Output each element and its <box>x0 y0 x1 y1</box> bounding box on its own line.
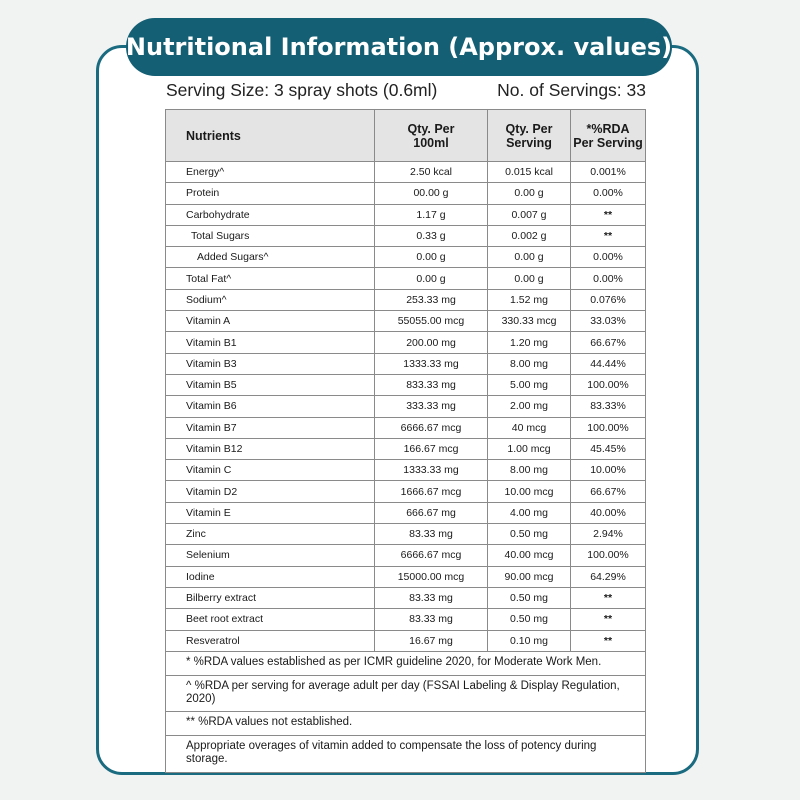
rda-per-serving: 0.00% <box>571 247 646 268</box>
rda-per-serving: 100.00% <box>571 374 646 395</box>
qty-per-100ml: 83.33 mg <box>375 609 488 630</box>
qty-per-100ml: 1.17 g <box>375 204 488 225</box>
nutrient-name: Vitamin B6 <box>166 396 375 417</box>
qty-per-100ml: 0.00 g <box>375 268 488 289</box>
nutrient-name: Sodium^ <box>166 289 375 310</box>
table-row <box>166 438 646 459</box>
table-row <box>166 225 646 246</box>
table-header-row <box>166 110 646 162</box>
footnote-row <box>166 675 646 711</box>
nutrient-name: Vitamin B3 <box>166 353 375 374</box>
rda-per-serving: 66.67% <box>571 481 646 502</box>
qty-per-serving: 0.00 g <box>488 183 571 204</box>
qty-per-serving: 1.20 mg <box>488 332 571 353</box>
rda-per-serving: 0.001% <box>571 162 646 183</box>
table-row <box>166 481 646 502</box>
rda-per-serving: 0.00% <box>571 268 646 289</box>
rda-per-serving: 0.076% <box>571 289 646 310</box>
rda-per-serving: 10.00% <box>571 460 646 481</box>
qty-per-100ml: 2.50 kcal <box>375 162 488 183</box>
qty-per-100ml: 666.67 mg <box>375 502 488 523</box>
rda-per-serving: 100.00% <box>571 417 646 438</box>
qty-per-100ml: 253.33 mg <box>375 289 488 310</box>
rda-per-serving: 0.00% <box>571 183 646 204</box>
qty-per-100ml: 6666.67 mcg <box>375 545 488 566</box>
nutrient-name: Beet root extract <box>166 609 375 630</box>
table-row <box>166 289 646 310</box>
nutrient-name: Vitamin E <box>166 502 375 523</box>
header-qty-per-100ml-line1: Qty. Per <box>407 121 455 136</box>
rda-per-serving: 45.45% <box>571 438 646 459</box>
number-of-servings: No. of Servings: 33 <box>497 80 646 100</box>
serving-size: Serving Size: 3 spray shots (0.6ml) <box>166 80 438 100</box>
qty-per-serving: 0.50 mg <box>488 524 571 545</box>
nutrient-name: Vitamin B5 <box>166 374 375 395</box>
header-rda-line2: Per Serving <box>573 135 643 150</box>
qty-per-serving: 40 mcg <box>488 417 571 438</box>
rda-per-serving: 40.00% <box>571 502 646 523</box>
qty-per-100ml: 833.33 mg <box>375 374 488 395</box>
table-row <box>166 183 646 204</box>
nutrient-name: Added Sugars^ <box>166 247 375 268</box>
qty-per-serving: 8.00 mg <box>488 353 571 374</box>
qty-per-serving: 1.52 mg <box>488 289 571 310</box>
nutrient-name: Selenium <box>166 545 375 566</box>
qty-per-serving: 0.007 g <box>488 204 571 225</box>
header-rda-line1: *%RDA <box>586 121 630 136</box>
footnote-row <box>166 651 646 675</box>
rda-per-serving: 100.00% <box>571 545 646 566</box>
table-row <box>166 396 646 417</box>
header-rda-per-serving <box>571 110 646 162</box>
footnote-overages: Appropriate overages of vitamin added to compensate the loss of potency during storage. <box>166 735 646 772</box>
qty-per-serving: 0.50 mg <box>488 587 571 608</box>
qty-per-100ml: 166.67 mcg <box>375 438 488 459</box>
nutrient-name: Vitamin D2 <box>166 481 375 502</box>
qty-per-100ml: 1333.33 mg <box>375 353 488 374</box>
footnote-row <box>166 711 646 735</box>
table-row <box>166 353 646 374</box>
header-nutrients: Nutrients <box>166 110 375 162</box>
header-qty-per-100ml-line2: 100ml <box>413 135 449 150</box>
nutrient-name: Vitamin C <box>166 460 375 481</box>
table-row <box>166 374 646 395</box>
qty-per-100ml: 1333.33 mg <box>375 460 488 481</box>
qty-per-serving: 40.00 mcg <box>488 545 571 566</box>
qty-per-100ml: 83.33 mg <box>375 524 488 545</box>
table-row <box>166 566 646 587</box>
qty-per-100ml: 6666.67 mcg <box>375 417 488 438</box>
qty-per-100ml: 55055.00 mcg <box>375 311 488 332</box>
rda-per-serving: 44.44% <box>571 353 646 374</box>
table-row <box>166 587 646 608</box>
table-row <box>166 162 646 183</box>
nutrient-name: Total Fat^ <box>166 268 375 289</box>
qty-per-100ml: 0.33 g <box>375 225 488 246</box>
table-row <box>166 524 646 545</box>
qty-per-100ml: 200.00 mg <box>375 332 488 353</box>
qty-per-serving: 0.015 kcal <box>488 162 571 183</box>
rda-per-serving: 2.94% <box>571 524 646 545</box>
footnote-row <box>166 735 646 772</box>
table-row <box>166 247 646 268</box>
qty-per-serving: 90.00 mcg <box>488 566 571 587</box>
qty-per-100ml: 00.00 g <box>375 183 488 204</box>
rda-per-serving: ** <box>571 630 646 651</box>
table-row <box>166 417 646 438</box>
qty-per-serving: 330.33 mcg <box>488 311 571 332</box>
nutrition-table <box>165 109 646 773</box>
footnote-rda-not-established: ** %RDA values not established. <box>166 711 646 735</box>
header-qty-per-serving <box>488 110 571 162</box>
qty-per-serving: 2.00 mg <box>488 396 571 417</box>
qty-per-100ml: 333.33 mg <box>375 396 488 417</box>
nutrient-name: Vitamin B1 <box>166 332 375 353</box>
qty-per-100ml: 83.33 mg <box>375 587 488 608</box>
table-row <box>166 609 646 630</box>
qty-per-serving: 8.00 mg <box>488 460 571 481</box>
table-row <box>166 268 646 289</box>
qty-per-serving: 0.002 g <box>488 225 571 246</box>
rda-per-serving: ** <box>571 204 646 225</box>
table-row <box>166 204 646 225</box>
rda-per-serving: 64.29% <box>571 566 646 587</box>
qty-per-serving: 10.00 mcg <box>488 481 571 502</box>
nutrient-name: Resveratrol <box>166 630 375 651</box>
qty-per-serving: 0.00 g <box>488 268 571 289</box>
nutrient-name: Energy^ <box>166 162 375 183</box>
header-qty-per-100ml <box>375 110 488 162</box>
nutrient-name: Carbohydrate <box>166 204 375 225</box>
table-row <box>166 311 646 332</box>
rda-per-serving: 66.67% <box>571 332 646 353</box>
qty-per-serving: 0.10 mg <box>488 630 571 651</box>
nutrient-name: Vitamin B7 <box>166 417 375 438</box>
nutrient-name: Iodine <box>166 566 375 587</box>
nutrient-name: Vitamin B12 <box>166 438 375 459</box>
qty-per-100ml: 15000.00 mcg <box>375 566 488 587</box>
table-row <box>166 545 646 566</box>
rda-per-serving: 83.33% <box>571 396 646 417</box>
footnote-rda-icmr: * %RDA values established as per ICMR guideline 2020, for Moderate Work Men. <box>166 651 646 675</box>
rda-per-serving: 33.03% <box>571 311 646 332</box>
qty-per-serving: 0.00 g <box>488 247 571 268</box>
page-title: Nutritional Information (Approx. values) <box>126 18 672 76</box>
table-row <box>166 630 646 651</box>
nutrient-name: Total Sugars <box>166 225 375 246</box>
nutrient-name: Protein <box>166 183 375 204</box>
rda-per-serving: ** <box>571 225 646 246</box>
nutrient-name: Zinc <box>166 524 375 545</box>
qty-per-serving: 5.00 mg <box>488 374 571 395</box>
qty-per-100ml: 1666.67 mcg <box>375 481 488 502</box>
footnote-rda-fssai: ^ %RDA per serving for average adult per day (FSSAI Labeling & Display Regulation, 2020) <box>166 675 646 711</box>
qty-per-100ml: 0.00 g <box>375 247 488 268</box>
qty-per-serving: 4.00 mg <box>488 502 571 523</box>
nutrient-name: Vitamin A <box>166 311 375 332</box>
qty-per-serving: 0.50 mg <box>488 609 571 630</box>
header-qty-per-serving-line2: Serving <box>506 135 552 150</box>
table-row <box>166 332 646 353</box>
rda-per-serving: ** <box>571 609 646 630</box>
qty-per-serving: 1.00 mcg <box>488 438 571 459</box>
table-row <box>166 460 646 481</box>
qty-per-100ml: 16.67 mg <box>375 630 488 651</box>
header-qty-per-serving-line1: Qty. Per <box>505 121 553 136</box>
nutrient-name: Bilberry extract <box>166 587 375 608</box>
rda-per-serving: ** <box>571 587 646 608</box>
table-row <box>166 502 646 523</box>
serving-info <box>166 80 646 104</box>
